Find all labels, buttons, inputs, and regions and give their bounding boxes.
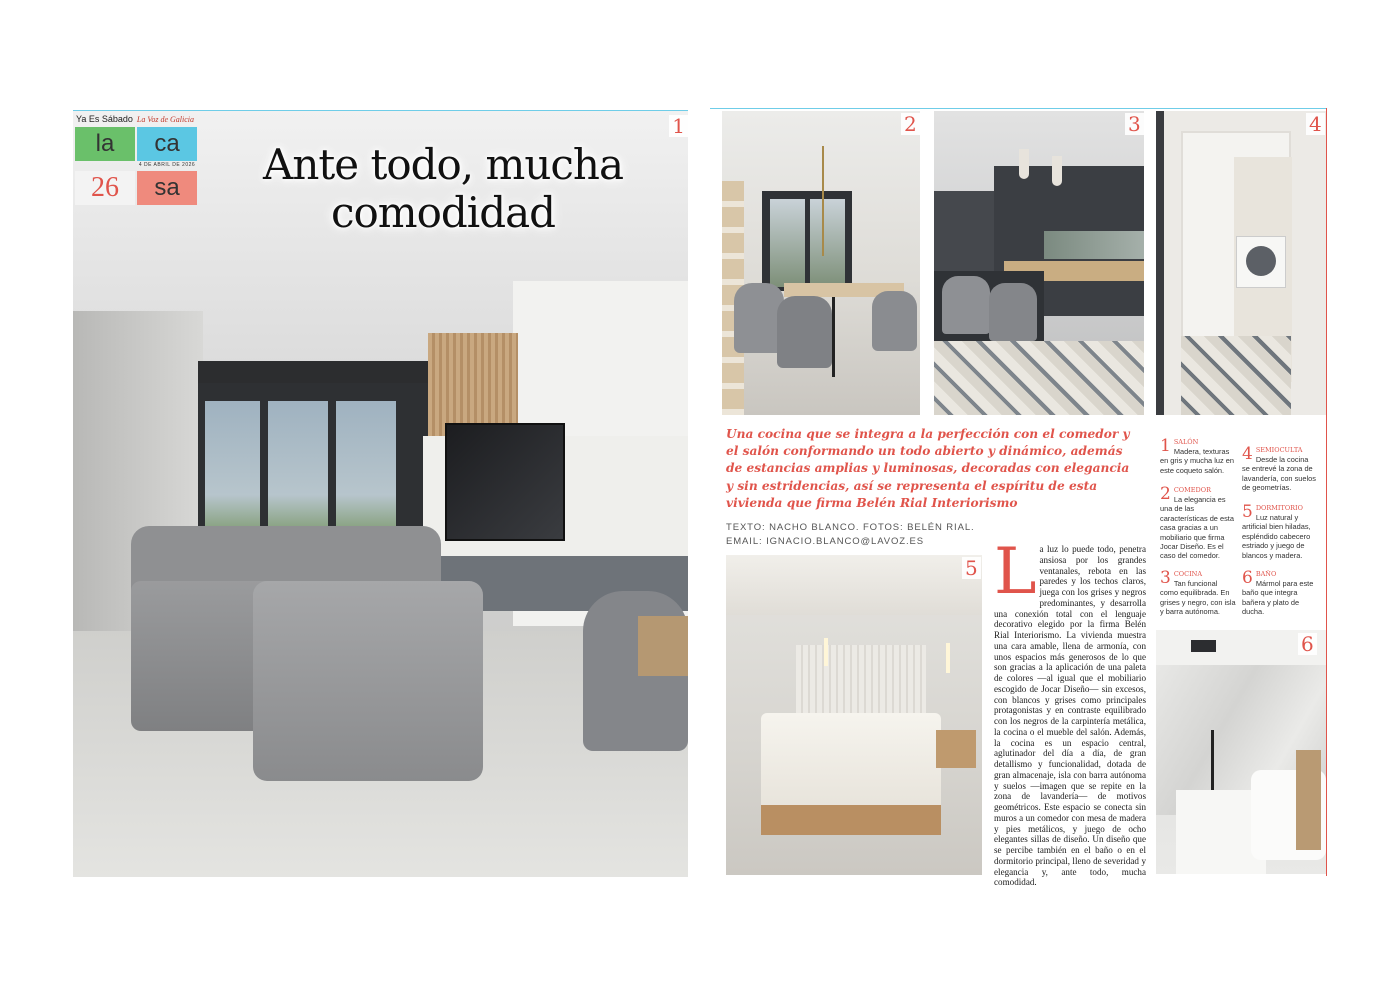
page-edge-rule xyxy=(1326,108,1327,876)
newspaper-logo: La Voz de Galicia xyxy=(136,115,194,124)
caption-5: 5 DORMITORIO Luz natural y artificial bien hiladas, espléndido cabecero estriado y juego de blancos y madera. xyxy=(1242,502,1311,560)
photo-number-6: 6 xyxy=(1298,633,1317,655)
photo-number-2: 2 xyxy=(901,113,920,135)
issue-date: 4 DE ABRIL DE 2026 xyxy=(138,162,196,168)
article-text: a luz lo puede todo, penetra ansiosa por los grandes ventanales, rebota en las paredes y los techos claros, juega con los grises y negros predominantes, y desarrolla una conexión total con el lenguaje decorativo elegido por la firma Belén Rial Interiorismo. La vivienda muestra una cara amable, llena de armonía, con unos espacios más generosos de lo que son gracias a la aplicación de una paleta de colores —al igual que el mobiliario escogido de Jocar Diseño— sin excesos, con blancos y grises como principales protagonistas y en contraste equilibrado con los negros de la carpintería metálica, la cocina o el mueble del salón. Además, la cocina es un espacio central, aglutinador del día a día, de gran detallismo y funcionalidad, dotada de gran almacenaje, isla con barra autónoma y suelos —imagen que se repite en la zona de lavandería— de motivos geométricos. Este espacio se conecta sin muros a un comedor con mesa de madera y pies metálicos, y juego de ocho elegantes sillas de diseño. Un diseño que se percibe también en el baño o en el dormitorio principal, lleno de severidad y elegancia y, ante todo, mucha comodidad. xyxy=(994,544,1146,888)
headline-line-1: Ante todo, mucha xyxy=(263,140,623,189)
article-body xyxy=(994,535,1146,888)
caption-4: 4 SEMIOCULTA Desde la cocina se entrevé la zona de lavandería, con suelos de geometrías. xyxy=(1242,444,1316,493)
photo-number-5: 5 xyxy=(962,557,981,579)
drop-cap: L xyxy=(994,535,1037,609)
photo-number-3: 3 xyxy=(1125,113,1144,135)
photo-number-1: 1 xyxy=(669,115,688,137)
tile-sa: sa xyxy=(137,171,197,205)
headline-line-2: comodidad xyxy=(330,188,556,237)
cover-page xyxy=(73,110,688,877)
section-name: Ya Es Sábado La Voz de Galicia xyxy=(76,114,194,124)
dining-room-photo xyxy=(722,111,920,415)
page-number: 26 xyxy=(75,171,135,205)
caption-2: 2 COMEDOR La elegancia es una de las características de esta casa gracias a un mobiliario que firma Jocar Diseño. Es el caso del comedor. xyxy=(1160,484,1234,561)
kitchen-photo xyxy=(934,111,1144,415)
credits-authors: TEXTO: NACHO BLANCO. FOTOS: BELÉN RIAL. xyxy=(726,522,975,533)
caption-6: 6 BAÑO Mármol para este baño que integra bañera y plato de ducha. xyxy=(1242,568,1314,617)
tile-la: la xyxy=(75,127,135,161)
bedroom-photo xyxy=(726,555,982,875)
caption-3: 3 COCINA Tan funcional como equilibrada. En grises y negro, con isla y barra autónoma. xyxy=(1160,568,1236,617)
page-top-rule xyxy=(710,108,1326,109)
credits-email: EMAIL: IGNACIO.BLANCO@LAVOZ.ES xyxy=(726,536,925,547)
credits xyxy=(726,521,1026,549)
tile-ca: ca xyxy=(137,127,197,161)
masthead xyxy=(73,111,201,211)
caption-1: 1 SALÓN Madera, texturas en gris y mucha luz en este coqueto salón. xyxy=(1160,436,1234,475)
laundry-photo xyxy=(1156,111,1326,415)
bathroom-photo xyxy=(1156,630,1326,874)
standfirst: Una cocina que se integra a la perfección con el comedor y el salón conformando un todo abierto y dinámico, además de estancias amplias y luminosas, decoradas con elegancia y sin estridencias, así se representa el espíritu de esta vivienda que firma Belén Rial Interiorismo xyxy=(726,427,1130,510)
headline xyxy=(213,141,673,237)
photo-number-4: 4 xyxy=(1306,113,1325,135)
